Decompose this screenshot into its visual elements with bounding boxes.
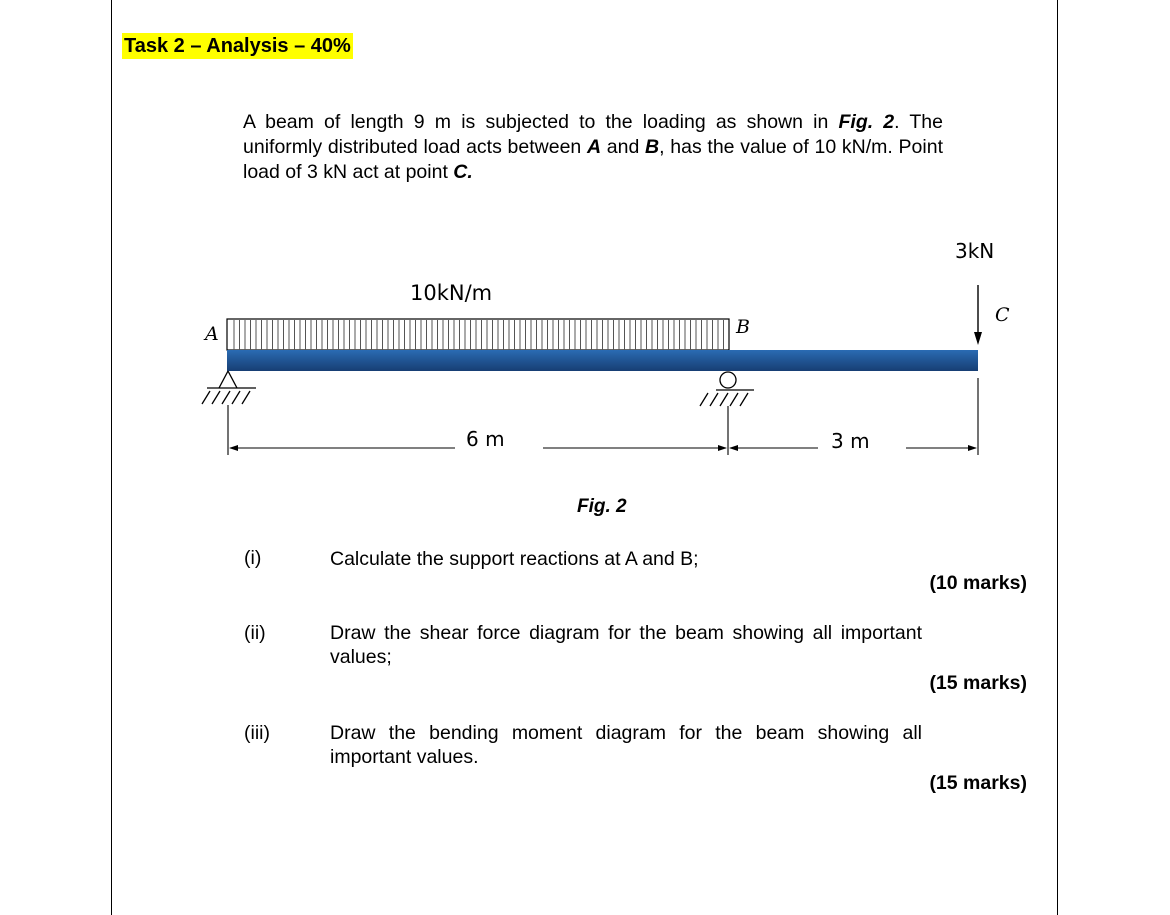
- point-b-ref: B: [645, 136, 660, 158]
- pin-support-a: [202, 371, 256, 404]
- intro-text-3: and: [601, 136, 646, 158]
- point-c-ref: C.: [453, 161, 473, 183]
- intro-text-4: , has the value of 10 kN/m. Point load of 3 kN act at point: [243, 136, 943, 183]
- beam: [227, 350, 978, 371]
- fig-reference: Fig. 2: [838, 111, 895, 133]
- roller-support-b: [700, 372, 754, 406]
- point-load-label: 3kN: [955, 239, 995, 263]
- intro-text-2: . The uniformly distributed load acts between: [243, 111, 943, 158]
- question-3-number: (iii): [244, 722, 270, 744]
- question-2-marks: (15 marks): [929, 672, 1027, 694]
- label-b: B: [736, 316, 750, 338]
- question-3-marks: (15 marks): [929, 772, 1027, 794]
- point-load-arrowhead: [974, 332, 982, 345]
- question-1-number: (i): [244, 547, 262, 569]
- dim-bc-label: 3 m: [831, 429, 870, 453]
- intro-text-1: A beam of length 9 m is subjected to the loading as shown in: [243, 111, 839, 133]
- question-2-number: (ii): [244, 622, 266, 644]
- question-3-text: Draw the bending moment diagram for the beam showing all important values.: [330, 722, 922, 768]
- question-1-text: Calculate the support reactions at A and B;: [330, 548, 699, 570]
- question-2-text: Draw the shear force diagram for the beam showing all important values;: [330, 622, 922, 668]
- udl-block: [227, 319, 729, 350]
- figure-caption: Fig. 2: [577, 496, 627, 517]
- udl-label: 10kN/m: [410, 281, 493, 305]
- point-a-ref: A: [586, 136, 602, 158]
- label-a: A: [205, 323, 219, 345]
- label-c: C: [995, 304, 1010, 326]
- task-heading: Task 2 – Analysis – 40%: [124, 35, 351, 57]
- question-1-marks: (10 marks): [929, 572, 1027, 594]
- dim-ab-label: 6 m: [466, 427, 505, 451]
